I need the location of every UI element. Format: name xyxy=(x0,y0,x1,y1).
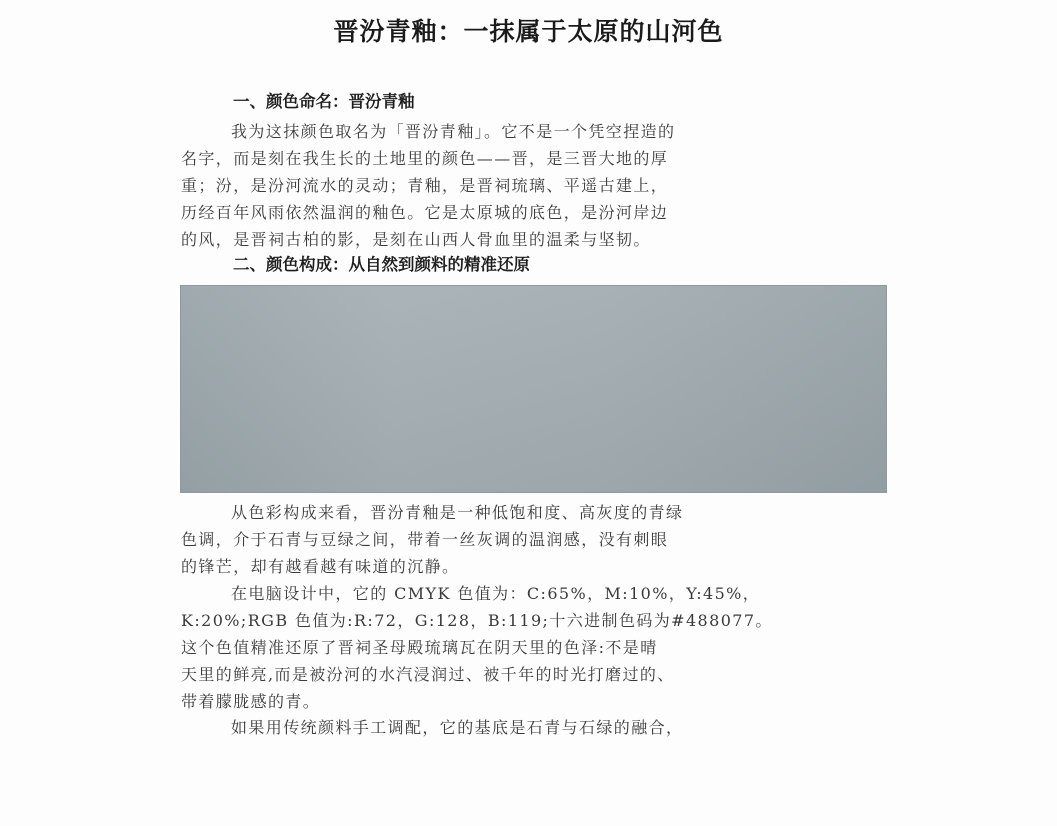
text-line: 色调，介于石青与豆绿之间，带着一丝灰调的温润感，没有刺眼 xyxy=(181,530,669,549)
paragraph-pigment-mixing xyxy=(181,714,891,741)
section-heading-color-composition: 二、颜色构成：从自然到颜料的精准还原 xyxy=(233,255,530,274)
text-line: 名字，而是刻在我生长的土地里的颜色——晋，是三晋大地的厚 xyxy=(181,149,669,168)
paragraph-color-naming xyxy=(181,118,891,253)
text-line: 天里的鲜亮,而是被汾河的水汽浸润过、被千年的时光打磨过的、 xyxy=(181,665,675,684)
text-line: K:20%;RGB 色值为:R:72，G:128，B:119;十六进制色码为#488077。 xyxy=(181,611,773,630)
paragraph-color-analysis xyxy=(181,499,891,580)
text-line: 从色彩构成来看，晋汾青釉是一种低饱和度、高灰度的青绿 xyxy=(231,503,684,522)
color-swatch xyxy=(180,285,887,493)
text-line: 的风，是晋祠古柏的影，是刻在山西人骨血里的温柔与坚韧。 xyxy=(181,230,651,249)
text-line: 的锋芒，却有越看越有味道的沉静。 xyxy=(181,557,460,576)
paragraph-color-values xyxy=(181,580,891,715)
text-line: 历经百年风雨依然温润的釉色。它是太原城的底色，是汾河岸边 xyxy=(181,203,669,222)
section-heading-color-naming: 一、颜色命名：晋汾青釉 xyxy=(233,92,415,111)
text-line: 我为这抹颜色取名为「晋汾青釉」。它不是一个凭空捏造的 xyxy=(231,122,676,141)
text-line: 在电脑设计中，它的 CMYK 色值为：C:65%，M:10%，Y:45%， xyxy=(231,584,761,603)
text-line: 带着朦胧感的青。 xyxy=(181,692,321,711)
text-line: 如果用传统颜料手工调配，它的基底是石青与石绿的融合， xyxy=(231,718,684,737)
text-line: 重；汾，是汾河流水的灵动；青釉，是晋祠琉璃、平遥古建上， xyxy=(181,176,669,195)
document-title: 晋汾青釉：一抹属于太原的山河色 xyxy=(333,17,724,46)
text-line: 这个色值精准还原了晋祠圣母殿琉璃瓦在阴天里的色泽:不是晴 xyxy=(181,638,658,657)
